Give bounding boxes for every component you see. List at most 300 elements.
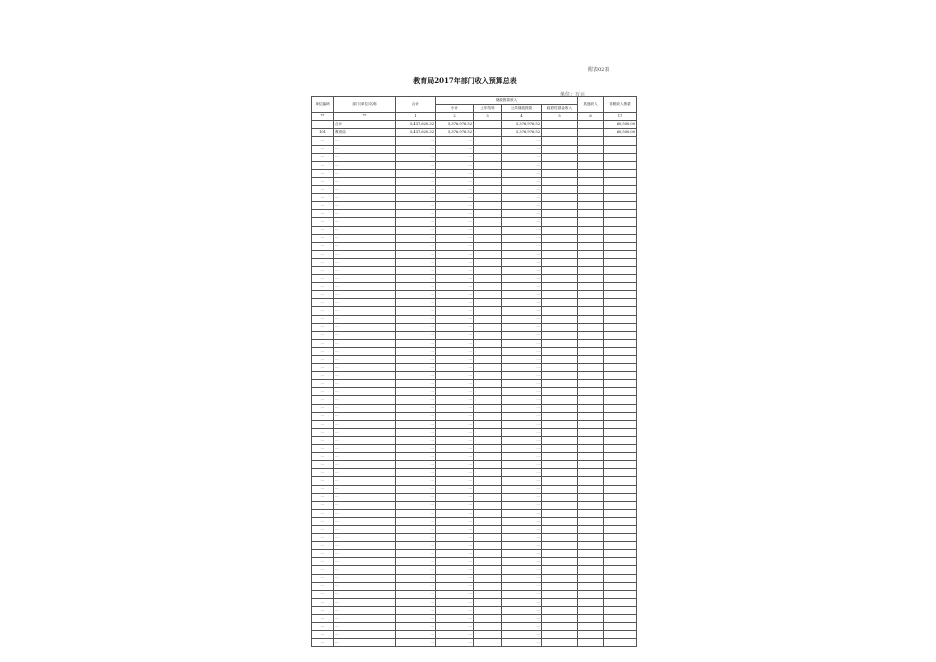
cell-total: … xyxy=(396,137,436,145)
cell-name: … xyxy=(334,388,396,396)
table-row xyxy=(312,420,637,428)
cell-c xyxy=(542,590,578,598)
cell-code: … xyxy=(312,250,334,258)
header-b: 公共财政拨款 xyxy=(502,105,542,113)
cell-a xyxy=(474,542,502,550)
cell-extra xyxy=(604,550,637,558)
cell-a xyxy=(474,493,502,501)
cell-extra xyxy=(604,169,637,177)
cell-code: … xyxy=(312,420,334,428)
cell-a xyxy=(474,153,502,161)
table-row xyxy=(312,161,637,169)
cell-a xyxy=(474,453,502,461)
cell-name: … xyxy=(334,436,396,444)
table-row xyxy=(312,534,637,542)
cell-total: … xyxy=(396,331,436,339)
cell-extra xyxy=(604,258,637,266)
cell-a xyxy=(474,177,502,185)
cell-subtotal: … xyxy=(436,226,474,234)
cell-b: … xyxy=(502,566,542,574)
cell-extra xyxy=(604,364,637,372)
cell-c xyxy=(542,331,578,339)
cell-name: … xyxy=(334,461,396,469)
cell-c xyxy=(542,517,578,525)
table-row xyxy=(312,250,637,258)
table-row xyxy=(312,177,637,185)
cell-other xyxy=(578,631,604,639)
cell-a xyxy=(474,412,502,420)
cell-total: … xyxy=(396,606,436,614)
cell-b: … xyxy=(502,517,542,525)
cell-total: … xyxy=(396,266,436,274)
table-row xyxy=(312,558,637,566)
cell-code: … xyxy=(312,445,334,453)
cell-c xyxy=(542,161,578,169)
cell-c xyxy=(542,477,578,485)
cell-name: … xyxy=(334,177,396,185)
index-cell: 1 xyxy=(396,113,436,121)
cell-b: … xyxy=(502,639,542,647)
cell-extra xyxy=(604,177,637,185)
cell-c xyxy=(542,493,578,501)
cell-extra xyxy=(604,582,637,590)
cell-total: … xyxy=(396,339,436,347)
cell-code: … xyxy=(312,469,334,477)
cell-subtotal: … xyxy=(436,250,474,258)
cell-code: … xyxy=(312,315,334,323)
cell-other xyxy=(578,598,604,606)
cell-name: … xyxy=(334,542,396,550)
cell-a xyxy=(474,404,502,412)
cell-b: … xyxy=(502,542,542,550)
header-name: 部门(单位)名称 xyxy=(334,97,396,113)
cell-subtotal: … xyxy=(436,177,474,185)
cell-total: … xyxy=(396,590,436,598)
cell-code: … xyxy=(312,372,334,380)
cell-a xyxy=(474,331,502,339)
index-cell: ** xyxy=(334,113,396,121)
cell-a xyxy=(474,323,502,331)
cell-other xyxy=(578,525,604,533)
cell-other xyxy=(578,509,604,517)
cell-a xyxy=(474,275,502,283)
cell-other xyxy=(578,291,604,299)
cell-extra xyxy=(604,590,637,598)
table-row xyxy=(312,202,637,210)
cell-c xyxy=(542,485,578,493)
cell-total: … xyxy=(396,161,436,169)
cell-a xyxy=(474,606,502,614)
header-subtotal: 小计 xyxy=(436,105,474,113)
cell-total: … xyxy=(396,436,436,444)
cell-subtotal: … xyxy=(436,347,474,355)
cell-b: … xyxy=(502,323,542,331)
cell-other xyxy=(578,534,604,542)
cell-code: … xyxy=(312,396,334,404)
cell-b: … xyxy=(502,234,542,242)
cell-extra xyxy=(604,631,637,639)
cell-a xyxy=(474,509,502,517)
cell-subtotal: … xyxy=(436,169,474,177)
cell-a xyxy=(474,250,502,258)
header-code: 单位编码 xyxy=(312,97,334,113)
cell-a xyxy=(474,420,502,428)
cell-b: … xyxy=(502,509,542,517)
cell-total: … xyxy=(396,315,436,323)
cell-subtotal: … xyxy=(436,218,474,226)
index-cell: 4 xyxy=(502,113,542,121)
cell-code: … xyxy=(312,323,334,331)
cell-code: … xyxy=(312,202,334,210)
cell-c xyxy=(542,250,578,258)
cell-subtotal: … xyxy=(436,339,474,347)
cell-extra xyxy=(604,186,637,194)
cell-b: … xyxy=(502,291,542,299)
cell-code: … xyxy=(312,639,334,647)
cell-total: … xyxy=(396,299,436,307)
cell-name: … xyxy=(334,623,396,631)
table-row xyxy=(312,436,637,444)
cell-b: … xyxy=(502,250,542,258)
cell-code: … xyxy=(312,631,334,639)
cell-a xyxy=(474,501,502,509)
cell-c xyxy=(542,420,578,428)
table-row xyxy=(312,428,637,436)
cell-other xyxy=(578,339,604,347)
cell-name: … xyxy=(334,469,396,477)
cell-b: … xyxy=(502,266,542,274)
cell-c xyxy=(542,388,578,396)
cell-total: … xyxy=(396,275,436,283)
cell-extra xyxy=(604,210,637,218)
cell-other xyxy=(578,194,604,202)
table-row xyxy=(312,574,637,582)
cell-code: … xyxy=(312,210,334,218)
cell-extra xyxy=(604,436,637,444)
cell-name: … xyxy=(334,218,396,226)
cell-code: … xyxy=(312,582,334,590)
cell-subtotal: … xyxy=(436,469,474,477)
cell-c xyxy=(542,582,578,590)
cell-total: … xyxy=(396,598,436,606)
cell-code: … xyxy=(312,283,334,291)
cell-b: … xyxy=(502,258,542,266)
cell-a xyxy=(474,558,502,566)
cell-code: … xyxy=(312,161,334,169)
cell-c xyxy=(542,299,578,307)
cell-code: … xyxy=(312,566,334,574)
cell-name: … xyxy=(334,380,396,388)
cell-name: … xyxy=(334,137,396,145)
index-cell: 17 xyxy=(604,113,637,121)
cell-c xyxy=(542,542,578,550)
cell-extra xyxy=(604,420,637,428)
cell-b: … xyxy=(502,307,542,315)
cell-code: … xyxy=(312,598,334,606)
cell-other xyxy=(578,153,604,161)
cell-code: … xyxy=(312,534,334,542)
cell-c xyxy=(542,574,578,582)
cell-code: … xyxy=(312,558,334,566)
cell-subtotal: … xyxy=(436,331,474,339)
cell-c xyxy=(542,347,578,355)
cell-c xyxy=(542,145,578,153)
cell-code: … xyxy=(312,436,334,444)
cell-extra xyxy=(604,606,637,614)
cell-name: … xyxy=(334,428,396,436)
table-row xyxy=(312,323,637,331)
table-row xyxy=(312,210,637,218)
cell-subtotal: … xyxy=(436,420,474,428)
cell-code: … xyxy=(312,428,334,436)
cell-name: … xyxy=(334,558,396,566)
cell-name: … xyxy=(334,364,396,372)
cell-subtotal: … xyxy=(436,582,474,590)
cell-code: … xyxy=(312,218,334,226)
cell-other xyxy=(578,590,604,598)
cell-a xyxy=(474,615,502,623)
cell-code: … xyxy=(312,501,334,509)
cell-code: … xyxy=(312,242,334,250)
cell-b: … xyxy=(502,582,542,590)
table-row xyxy=(312,445,637,453)
cell-b: … xyxy=(502,242,542,250)
table-row xyxy=(312,380,637,388)
cell-code: … xyxy=(312,493,334,501)
cell-c xyxy=(542,194,578,202)
cell-b: … xyxy=(502,558,542,566)
cell-name: … xyxy=(334,275,396,283)
cell-c xyxy=(542,380,578,388)
cell-total: … xyxy=(396,428,436,436)
cell-name: … xyxy=(334,590,396,598)
cell-a xyxy=(474,631,502,639)
cell-code: … xyxy=(312,169,334,177)
table-row xyxy=(312,347,637,355)
cell-extra xyxy=(604,315,637,323)
table-row xyxy=(312,404,637,412)
cell-c xyxy=(542,186,578,194)
page-tag: 附表02表 xyxy=(588,67,610,73)
table-row xyxy=(312,331,637,339)
cell-code: … xyxy=(312,275,334,283)
cell-b: … xyxy=(502,501,542,509)
cell-extra xyxy=(604,161,637,169)
cell-b: … xyxy=(502,428,542,436)
cell-subtotal: … xyxy=(436,428,474,436)
cell-code: … xyxy=(312,299,334,307)
cell-extra xyxy=(604,356,637,364)
table-row xyxy=(312,258,637,266)
cell-b: … xyxy=(502,388,542,396)
cell-other xyxy=(578,347,604,355)
cell-total: … xyxy=(396,388,436,396)
table-row xyxy=(312,477,637,485)
cell-b: … xyxy=(502,145,542,153)
cell-name: … xyxy=(334,331,396,339)
cell-other xyxy=(578,542,604,550)
table-row xyxy=(312,372,637,380)
cell-total: … xyxy=(396,372,436,380)
cell-c xyxy=(542,266,578,274)
cell-total: … xyxy=(396,445,436,453)
table-row xyxy=(312,453,637,461)
cell-c xyxy=(542,275,578,283)
cell-other xyxy=(578,161,604,169)
cell-name: … xyxy=(334,356,396,364)
cell-c xyxy=(542,550,578,558)
cell-c xyxy=(542,153,578,161)
table-row xyxy=(312,121,637,129)
cell-a xyxy=(474,307,502,315)
cell-code: … xyxy=(312,380,334,388)
cell-c xyxy=(542,258,578,266)
cell-b: … xyxy=(502,218,542,226)
cell-extra xyxy=(604,542,637,550)
header-c: 政府性基金收入 xyxy=(542,105,578,113)
cell-b: … xyxy=(502,161,542,169)
cell-other xyxy=(578,299,604,307)
cell-extra xyxy=(604,574,637,582)
cell-total: … xyxy=(396,631,436,639)
cell-a xyxy=(474,364,502,372)
cell-code: … xyxy=(312,153,334,161)
table-row xyxy=(312,218,637,226)
cell-code: 101 xyxy=(312,129,334,137)
cell-subtotal: … xyxy=(436,566,474,574)
cell-total: … xyxy=(396,226,436,234)
cell-name: … xyxy=(334,291,396,299)
cell-c xyxy=(542,137,578,145)
cell-subtotal: … xyxy=(436,372,474,380)
index-cell: 5 xyxy=(542,113,578,121)
cell-c xyxy=(542,428,578,436)
cell-total: … xyxy=(396,461,436,469)
cell-b: … xyxy=(502,404,542,412)
cell-total: … xyxy=(396,380,436,388)
cell-a xyxy=(474,347,502,355)
cell-code: … xyxy=(312,412,334,420)
cell-extra xyxy=(604,461,637,469)
cell-name: … xyxy=(334,339,396,347)
cell-other xyxy=(578,242,604,250)
cell-b: … xyxy=(502,331,542,339)
cell-c xyxy=(542,461,578,469)
cell-a xyxy=(474,525,502,533)
cell-b: 5,376,976.52 xyxy=(502,121,542,129)
cell-code: … xyxy=(312,509,334,517)
cell-other xyxy=(578,250,604,258)
cell-name: … xyxy=(334,266,396,274)
table-row xyxy=(312,566,637,574)
cell-subtotal: … xyxy=(436,590,474,598)
cell-subtotal: … xyxy=(436,283,474,291)
cell-extra xyxy=(604,291,637,299)
cell-total: … xyxy=(396,347,436,355)
cell-total: … xyxy=(396,250,436,258)
cell-b: … xyxy=(502,364,542,372)
cell-code: … xyxy=(312,186,334,194)
cell-extra xyxy=(604,501,637,509)
cell-code: … xyxy=(312,331,334,339)
cell-other xyxy=(578,428,604,436)
cell-extra xyxy=(604,623,637,631)
cell-other xyxy=(578,388,604,396)
cell-subtotal: … xyxy=(436,453,474,461)
cell-c xyxy=(542,364,578,372)
cell-code: … xyxy=(312,590,334,598)
cell-other xyxy=(578,202,604,210)
cell-c xyxy=(542,445,578,453)
cell-extra xyxy=(604,453,637,461)
cell-c xyxy=(542,606,578,614)
cell-subtotal: … xyxy=(436,137,474,145)
table-row xyxy=(312,275,637,283)
cell-total: … xyxy=(396,485,436,493)
cell-extra: 60,500.00 xyxy=(604,121,637,129)
table-row xyxy=(312,542,637,550)
cell-c xyxy=(542,396,578,404)
cell-code: … xyxy=(312,453,334,461)
cell-other xyxy=(578,258,604,266)
cell-name: … xyxy=(334,283,396,291)
table-row xyxy=(312,598,637,606)
table-row xyxy=(312,291,637,299)
cell-a xyxy=(474,461,502,469)
cell-c xyxy=(542,202,578,210)
cell-total: … xyxy=(396,558,436,566)
cell-subtotal: … xyxy=(436,242,474,250)
cell-total: … xyxy=(396,177,436,185)
cell-code: … xyxy=(312,542,334,550)
cell-extra xyxy=(604,194,637,202)
cell-code: … xyxy=(312,266,334,274)
cell-b: … xyxy=(502,445,542,453)
cell-c xyxy=(542,372,578,380)
cell-total: … xyxy=(396,623,436,631)
cell-subtotal: … xyxy=(436,550,474,558)
cell-total: … xyxy=(396,404,436,412)
cell-name: … xyxy=(334,615,396,623)
cell-total: … xyxy=(396,169,436,177)
cell-extra xyxy=(604,242,637,250)
cell-other xyxy=(578,218,604,226)
cell-other xyxy=(578,331,604,339)
cell-c xyxy=(542,307,578,315)
cell-c xyxy=(542,356,578,364)
cell-a xyxy=(474,226,502,234)
cell-name: … xyxy=(334,396,396,404)
table-row xyxy=(312,582,637,590)
cell-subtotal: … xyxy=(436,404,474,412)
table-row xyxy=(312,606,637,614)
cell-c xyxy=(542,558,578,566)
index-cell: 2 xyxy=(436,113,474,121)
page-title: 教育局2017年部门收入预算总表 xyxy=(413,76,517,85)
cell-other xyxy=(578,566,604,574)
cell-code: … xyxy=(312,234,334,242)
cell-name: … xyxy=(334,566,396,574)
cell-c xyxy=(542,509,578,517)
cell-extra xyxy=(604,493,637,501)
cell-extra xyxy=(604,226,637,234)
cell-b: … xyxy=(502,525,542,533)
cell-name: … xyxy=(334,550,396,558)
cell-c xyxy=(542,631,578,639)
cell-b: … xyxy=(502,137,542,145)
cell-total: … xyxy=(396,364,436,372)
cell-other xyxy=(578,210,604,218)
